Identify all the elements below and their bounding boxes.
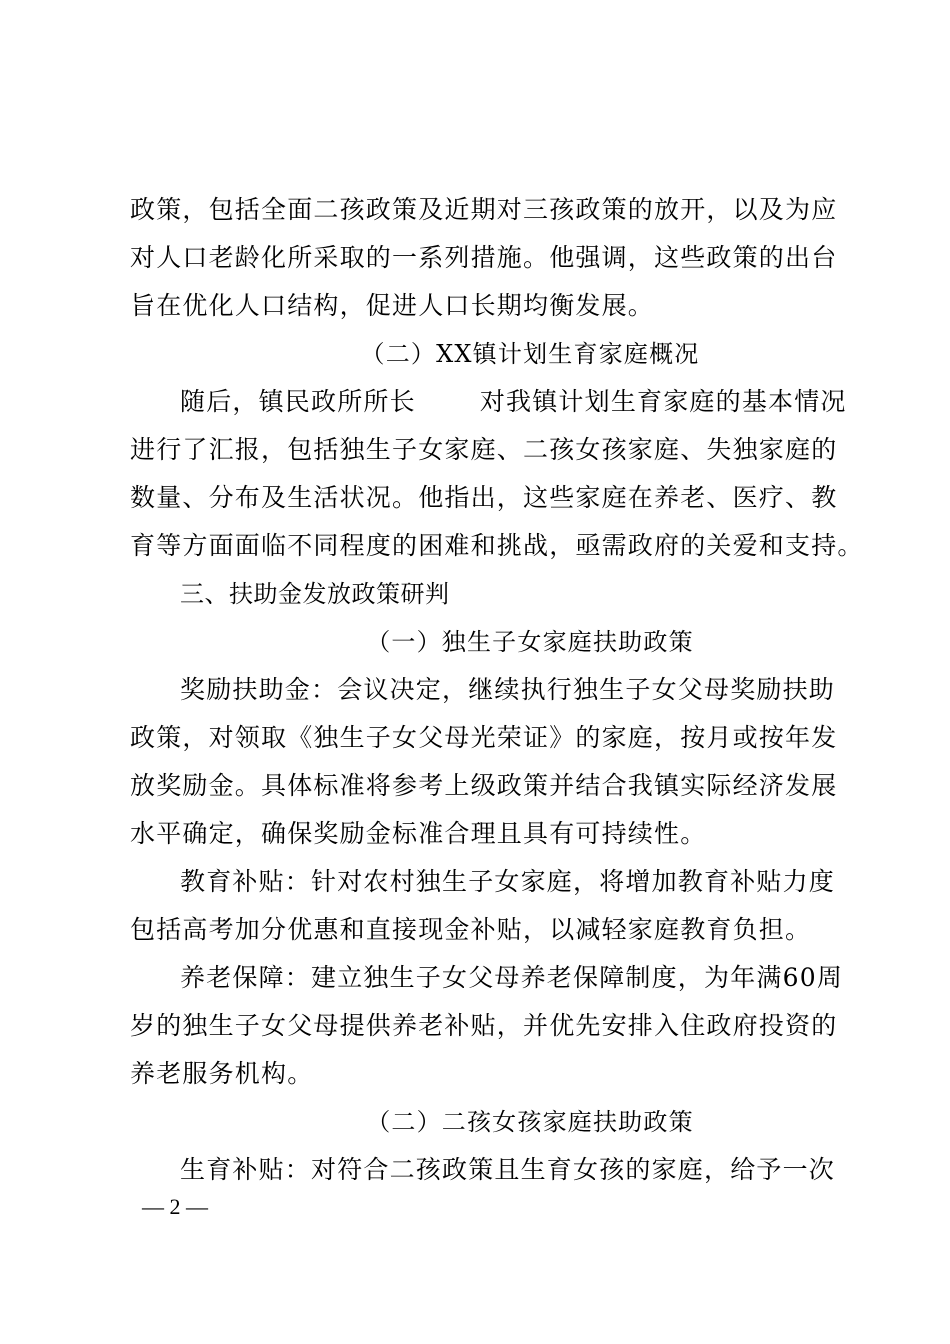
text-line: 育等方面面临不同程度的困难和挑战，亟需政府的关爱和支持。: [130, 531, 864, 560]
text-line: 水平确定，确保奖励金标准合理且具有可持续性。: [130, 819, 707, 848]
text-line: 教育补贴：针对农村独生子女家庭，将增加教育补贴力度: [180, 867, 836, 896]
text-line: 养老保障：建立独生子女父母养老保障制度，为年满60周: [180, 963, 844, 992]
text-line: 进行了汇报，包括独生子女家庭、二孩女孩家庭、失独家庭的: [130, 435, 838, 464]
text-line: 政策，对领取《独生子女父母光荣证》的家庭，按月或按年发: [130, 723, 838, 752]
text-line: 岁的独生子女父母提供养老补贴，并优先安排入住政府投资的: [130, 1011, 838, 1040]
text-segment: 对我镇计划生育家庭的基本情况: [479, 387, 847, 416]
text-line: 养老服务机构。: [130, 1059, 314, 1088]
text-segment: 随后，镇民政所所长: [180, 387, 416, 416]
text-line: 旨在优化人口结构，促进人口长期均衡发展。: [130, 291, 655, 320]
section-heading: （一）独生子女家庭扶助政策: [366, 628, 694, 656]
text-line: 对人口老龄化所采取的一系列措施。他强调，这些政策的出台: [130, 243, 838, 272]
text-line: 放奖励金。具体标准将参考上级政策并结合我镇实际经济发展: [130, 771, 838, 800]
text-line: 包括高考加分优惠和直接现金补贴，以减轻家庭教育负担。: [130, 915, 812, 944]
text-line: 数量、分布及生活状况。他指出，这些家庭在养老、医疗、教: [130, 483, 838, 512]
section-heading: 三、扶助金发放政策研判: [180, 580, 450, 608]
text-line: 奖励扶助金：会议决定，继续执行独生子女父母奖励扶助: [180, 675, 836, 704]
page-number: — 2 —: [142, 1194, 208, 1219]
text-line: [180, 384, 847, 420]
text-line: 政策，包括全面二孩政策及近期对三孩政策的放开，以及为应: [130, 195, 838, 224]
section-heading: （二）二孩女孩家庭扶助政策: [366, 1108, 694, 1136]
section-heading: （二）XX镇计划生育家庭概况: [360, 340, 700, 368]
text-line: 生育补贴：对符合二孩政策且生育女孩的家庭，给予一次: [180, 1155, 836, 1184]
